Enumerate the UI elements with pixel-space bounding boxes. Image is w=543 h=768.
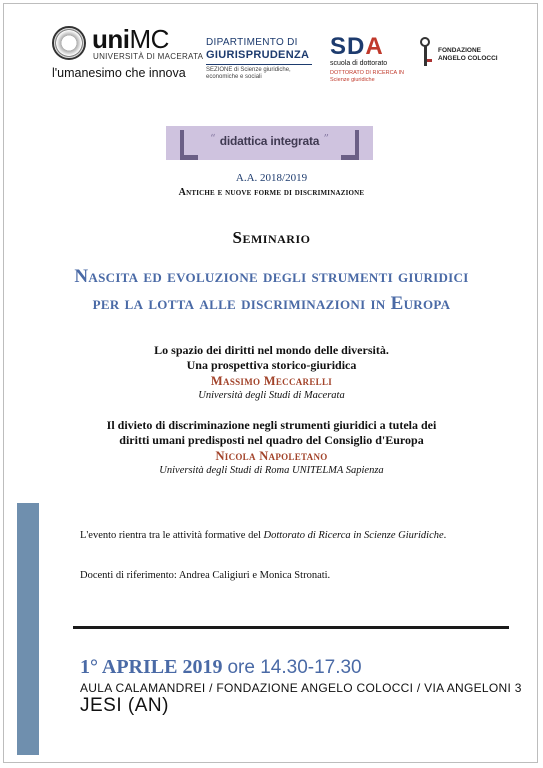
- didattica-banner: [166, 126, 373, 160]
- event-type: Seminario: [232, 228, 311, 247]
- seminar-title-line2: per la lotta alle discriminazioni in Europa: [92, 293, 451, 314]
- event-venue: AULA CALAMANDREI / FONDAZIONE ANGELO COLOCCI / VIA ANGELONI 3: [80, 681, 522, 695]
- talk-speaker: Nicola Napoletano: [215, 449, 328, 463]
- talk-title-line1: Lo spazio dei diritti nel mondo delle diversità.: [154, 343, 389, 357]
- talk-title-line2: Una prospettiva storico-giuridica: [186, 358, 357, 372]
- talk-affiliation: Università degli Studi di Roma UNITELMA Sapienza: [159, 465, 384, 476]
- unimc-tagline: l'umanesimo che innova: [52, 66, 186, 80]
- quote-close-icon: ”: [323, 132, 329, 145]
- side-accent-bar: [17, 503, 39, 755]
- sda-doctorate: DOTTORATO DI RICERCA IN Scienze giuridiche: [330, 70, 404, 83]
- unimc-logo: [52, 24, 204, 82]
- event-time: ore 14.30-17.30: [227, 657, 362, 678]
- dipartimento-line2: GIURISPRUDENZA: [206, 49, 310, 61]
- colocci-line1: FONDAZIONE: [438, 47, 481, 54]
- sda-logo: [330, 35, 410, 87]
- seminar-title: [0, 263, 543, 317]
- dipartimento-rule: [206, 64, 312, 65]
- dipartimento-logo: [206, 37, 318, 87]
- divider: [73, 626, 509, 629]
- academic-year: A.A. 2018/2019: [235, 172, 308, 184]
- event-day: 1° APRILE 2019: [80, 656, 223, 678]
- quote-open-icon: “: [210, 132, 216, 145]
- banner-label: didattica integrata: [219, 134, 320, 148]
- course-subject: Antiche e nuove forme di discriminazione: [178, 187, 365, 198]
- talk-title-line1: Il divieto di discriminazione negli strumenti giuridici a tutela dei: [106, 418, 437, 432]
- talk-title-line2: diritti umani predisposti nel quadro del Consiglio d'Europa: [119, 433, 424, 447]
- event-date: [80, 656, 362, 679]
- sda-mark: SDA: [330, 33, 384, 60]
- dipartimento-section: SEZIONE di Scienze giuridiche, economiche e sociali: [206, 67, 291, 80]
- talk-affiliation: Università degli Studi di Macerata: [198, 390, 345, 401]
- event-city: JESI (AN): [80, 695, 169, 716]
- university-seal-icon: [52, 26, 86, 60]
- seminar-title-line1: Nascita ed evoluzione degli strumenti giuridici: [74, 266, 469, 287]
- reference-teachers-note: Docenti di riferimento: Andrea Caligiuri e Monica Stronati.: [80, 570, 331, 581]
- doctorate-note: L'evento rientra tra le attività formative del Dottorato di Ricerca in Scienze Giuridiche.: [80, 530, 447, 541]
- sda-school: scuola di dottorato: [330, 60, 388, 67]
- unimc-subtitle: UNIVERSITÀ DI MACERATA: [93, 52, 204, 61]
- unimc-name: uniMC: [92, 24, 169, 54]
- colocci-line2: ANGELO COLOCCI: [438, 55, 498, 62]
- dipartimento-line1: DIPARTIMENTO DI: [206, 37, 298, 48]
- doctorate-name: Dottorato di Ricerca in Scienze Giuridiche: [263, 530, 444, 541]
- talk-1: [0, 343, 543, 403]
- key-icon: [418, 37, 432, 67]
- colocci-logo: [418, 37, 508, 77]
- talk-speaker: Massimo Meccarelli: [210, 374, 333, 388]
- talk-2: [0, 418, 543, 478]
